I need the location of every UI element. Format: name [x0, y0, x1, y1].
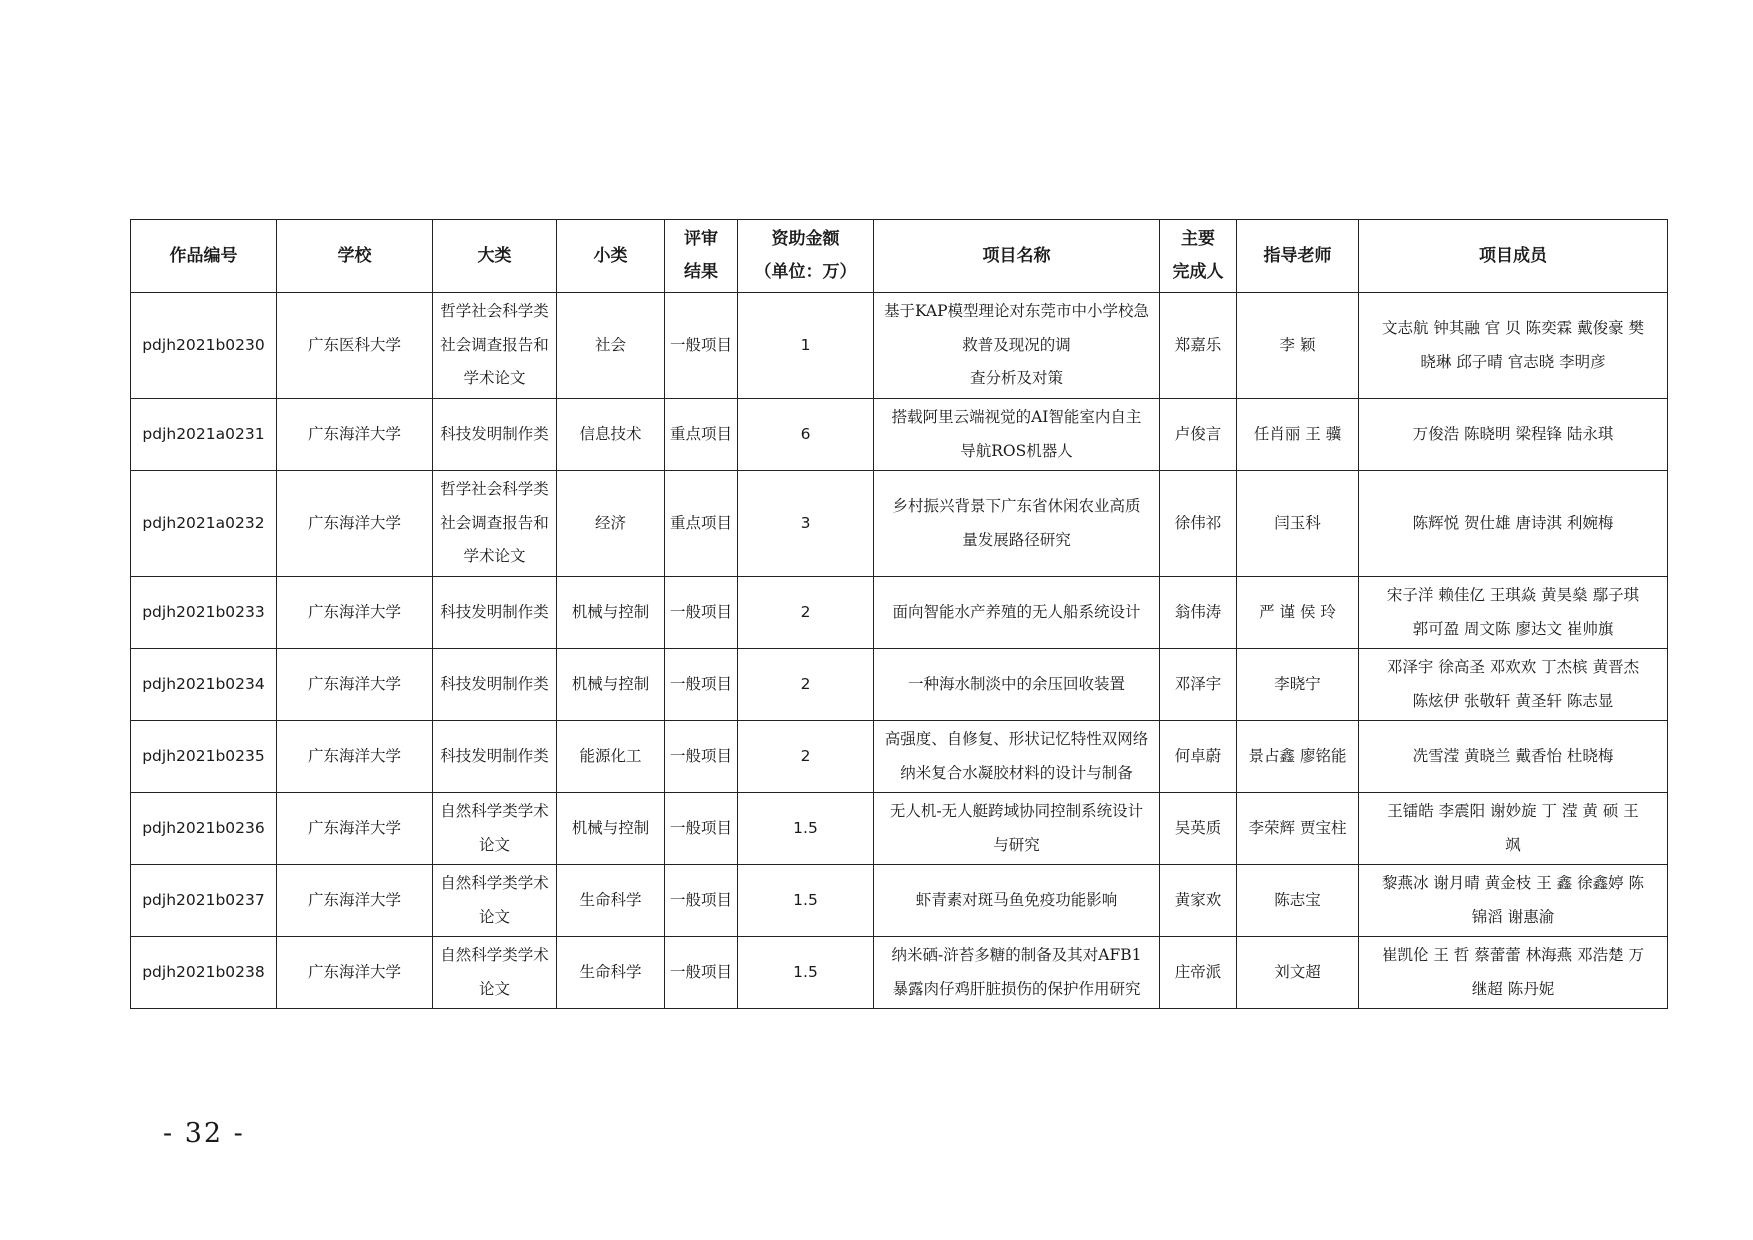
cell-members	[1359, 865, 1668, 937]
header-leader-line2: 完成人	[1172, 262, 1224, 282]
table-body	[131, 293, 1668, 1009]
cell-advisor: 闫玉科	[1237, 471, 1359, 577]
cell-project-line: 纳米硒-浒苔多糖的制备及其对AFB1	[891, 945, 1142, 964]
table-row	[131, 649, 1668, 721]
cell-project	[874, 937, 1160, 1009]
cell-members-line: 文志航 钟其融 官 贝 陈奕霖 戴俊豪 樊	[1381, 318, 1645, 337]
header-code: 作品编号	[131, 220, 277, 293]
cell-funding: 2	[738, 577, 874, 649]
cell-members	[1359, 721, 1668, 793]
cell-funding: 1	[738, 293, 874, 399]
cell-result: 一般项目	[665, 793, 738, 865]
header-funding-line2: （单位：万）	[754, 262, 857, 282]
cell-result: 重点项目	[665, 399, 738, 471]
cell-funding: 2	[738, 721, 874, 793]
cell-leader: 徐伟祁	[1160, 471, 1237, 577]
cell-school: 广东海洋大学	[277, 937, 433, 1009]
cell-category-line: 学术论文	[463, 547, 526, 566]
cell-category-line: 自然科学类学术	[440, 873, 549, 892]
cell-category	[433, 865, 557, 937]
cell-category	[433, 793, 557, 865]
cell-subcategory: 机械与控制	[557, 649, 665, 721]
cell-result: 一般项目	[665, 293, 738, 399]
cell-project	[874, 399, 1160, 471]
cell-project-line: 量发展路径研究	[962, 530, 1071, 549]
cell-project-line: 搭载阿里云端视觉的AI智能室内自主	[891, 407, 1142, 426]
cell-code: pdjh2021b0235	[131, 721, 277, 793]
cell-members	[1359, 649, 1668, 721]
cell-category-line: 科技发明制作类	[440, 674, 549, 693]
cell-leader: 卢俊言	[1160, 399, 1237, 471]
cell-project-line: 一种海水制淡中的余压回收装置	[907, 674, 1125, 693]
cell-school: 广东海洋大学	[277, 577, 433, 649]
cell-funding: 1.5	[738, 865, 874, 937]
header-row	[131, 220, 1668, 293]
cell-project	[874, 793, 1160, 865]
cell-members	[1359, 399, 1668, 471]
cell-funding: 2	[738, 649, 874, 721]
cell-code: pdjh2021a0231	[131, 399, 277, 471]
cell-members-line: 冼雪滢 黄晓兰 戴香怡 杜晓梅	[1412, 746, 1614, 765]
cell-members-line: 陈辉悦 贺仕雄 唐诗淇 利婉梅	[1412, 513, 1614, 532]
cell-project-line: 无人机-无人艇跨域协同控制系统设计	[889, 801, 1144, 820]
table-row	[131, 865, 1668, 937]
cell-project-line: 查分析及对策	[969, 369, 1063, 388]
cell-code: pdjh2021b0236	[131, 793, 277, 865]
cell-school: 广东海洋大学	[277, 471, 433, 577]
header-advisor: 指导老师	[1237, 220, 1359, 293]
cell-leader: 何卓蔚	[1160, 721, 1237, 793]
cell-project-line: 救普及现况的调	[962, 335, 1071, 354]
header-funding	[738, 220, 874, 293]
project-table	[130, 219, 1668, 1009]
cell-project-line: 导航ROS机器人	[960, 441, 1073, 460]
cell-code: pdjh2021b0234	[131, 649, 277, 721]
cell-members-line: 万俊浩 陈晓明 梁程锋 陆永琪	[1412, 424, 1614, 443]
cell-category-line: 哲学社会科学类	[440, 480, 549, 499]
cell-result: 一般项目	[665, 937, 738, 1009]
cell-subcategory: 社会	[557, 293, 665, 399]
table-row	[131, 937, 1668, 1009]
cell-school: 广东医科大学	[277, 293, 433, 399]
cell-category-line: 哲学社会科学类	[440, 302, 549, 321]
table-row	[131, 721, 1668, 793]
table-row	[131, 399, 1668, 471]
cell-advisor: 李荣辉 贾宝柱	[1237, 793, 1359, 865]
cell-members-line: 邓泽宇 徐高圣 邓欢欢 丁杰槟 黄晋杰	[1386, 657, 1640, 676]
cell-project	[874, 293, 1160, 399]
cell-members-line: 继超 陈丹妮	[1471, 979, 1555, 998]
cell-subcategory: 能源化工	[557, 721, 665, 793]
cell-project	[874, 649, 1160, 721]
cell-leader: 吴英质	[1160, 793, 1237, 865]
header-funding-line1: 资助金额	[771, 229, 840, 249]
cell-category-line: 科技发明制作类	[440, 746, 549, 765]
cell-code: pdjh2021b0233	[131, 577, 277, 649]
cell-members-line: 王镭皓 李震阳 谢妙旋 丁 滢 黄 硕 王	[1387, 801, 1639, 820]
cell-members	[1359, 577, 1668, 649]
table-row	[131, 293, 1668, 399]
header-project: 项目名称	[874, 220, 1160, 293]
header-result-line2: 结果	[684, 262, 718, 282]
cell-advisor: 严 谨 侯 玲	[1237, 577, 1359, 649]
cell-category-line: 论文	[478, 907, 510, 926]
header-leader	[1160, 220, 1237, 293]
cell-code: pdjh2021b0230	[131, 293, 277, 399]
cell-project	[874, 471, 1160, 577]
cell-funding: 1.5	[738, 793, 874, 865]
cell-category	[433, 937, 557, 1009]
cell-advisor: 陈志宝	[1237, 865, 1359, 937]
cell-result: 一般项目	[665, 721, 738, 793]
cell-members-line: 飒	[1505, 835, 1521, 854]
table-row	[131, 793, 1668, 865]
cell-category	[433, 721, 557, 793]
cell-members-line: 陈炫伊 张敬轩 黄圣轩 陈志显	[1412, 691, 1614, 710]
cell-project	[874, 577, 1160, 649]
cell-funding: 3	[738, 471, 874, 577]
cell-school: 广东海洋大学	[277, 865, 433, 937]
cell-school: 广东海洋大学	[277, 649, 433, 721]
cell-category-line: 论文	[478, 979, 510, 998]
cell-project-line: 虾青素对斑马鱼免疫功能影响	[915, 890, 1118, 909]
cell-members	[1359, 793, 1668, 865]
header-members: 项目成员	[1359, 220, 1668, 293]
cell-category-line: 社会调查报告和	[440, 513, 549, 532]
cell-subcategory: 经济	[557, 471, 665, 577]
cell-project-line: 与研究	[993, 835, 1040, 854]
cell-result: 重点项目	[665, 471, 738, 577]
cell-funding: 1.5	[738, 937, 874, 1009]
cell-project-line: 暴露肉仔鸡肝脏损伤的保护作用研究	[892, 979, 1141, 998]
cell-result: 一般项目	[665, 865, 738, 937]
cell-project-line: 乡村振兴背景下广东省休闲农业高质	[892, 496, 1141, 515]
header-result-line1: 评审	[684, 229, 718, 249]
cell-advisor: 李 颖	[1237, 293, 1359, 399]
cell-members	[1359, 471, 1668, 577]
cell-category-line: 科技发明制作类	[440, 424, 549, 443]
cell-subcategory: 信息技术	[557, 399, 665, 471]
cell-subcategory: 生命科学	[557, 865, 665, 937]
cell-leader: 黄家欢	[1160, 865, 1237, 937]
cell-category	[433, 649, 557, 721]
page-number: - 32 -	[163, 1118, 245, 1149]
cell-advisor: 刘文超	[1237, 937, 1359, 1009]
cell-members-line: 崔凯伦 王 哲 蔡蕾蕾 林海燕 邓浩楚 万	[1381, 945, 1645, 964]
cell-members-line: 宋子洋 赖佳亿 王琪焱 黄昊燊 鄢子琪	[1386, 585, 1640, 604]
header-leader-line1: 主要	[1181, 229, 1215, 249]
cell-school: 广东海洋大学	[277, 399, 433, 471]
header-school: 学校	[277, 220, 433, 293]
cell-project	[874, 721, 1160, 793]
cell-members-line: 郭可盈 周文陈 廖达文 崔帅旗	[1412, 619, 1614, 638]
cell-subcategory: 生命科学	[557, 937, 665, 1009]
cell-category-line: 论文	[478, 835, 510, 854]
cell-subcategory: 机械与控制	[557, 793, 665, 865]
cell-members	[1359, 937, 1668, 1009]
cell-category-line: 学术论文	[463, 369, 526, 388]
cell-category	[433, 293, 557, 399]
cell-category	[433, 399, 557, 471]
cell-leader: 邓泽宇	[1160, 649, 1237, 721]
cell-members	[1359, 293, 1668, 399]
cell-result: 一般项目	[665, 649, 738, 721]
cell-members-line: 黎燕冰 谢月晴 黄金枝 王 鑫 徐鑫婷 陈	[1381, 873, 1645, 892]
cell-result: 一般项目	[665, 577, 738, 649]
cell-leader: 翁伟涛	[1160, 577, 1237, 649]
header-subcategory: 小类	[557, 220, 665, 293]
header-category: 大类	[433, 220, 557, 293]
cell-funding: 6	[738, 399, 874, 471]
cell-code: pdjh2021b0238	[131, 937, 277, 1009]
cell-project-line: 高强度、自修复、形状记忆特性双网络	[884, 729, 1149, 748]
header-result	[665, 220, 738, 293]
cell-members-line: 晓琳 邱子晴 官志晓 李明彦	[1420, 352, 1606, 371]
cell-school: 广东海洋大学	[277, 721, 433, 793]
cell-advisor: 景占鑫 廖铭能	[1237, 721, 1359, 793]
cell-advisor: 任肖丽 王 骥	[1237, 399, 1359, 471]
cell-code: pdjh2021b0237	[131, 865, 277, 937]
cell-subcategory: 机械与控制	[557, 577, 665, 649]
table-row	[131, 471, 1668, 577]
cell-category	[433, 471, 557, 577]
cell-category-line: 社会调查报告和	[440, 335, 549, 354]
cell-category-line: 自然科学类学术	[440, 945, 549, 964]
cell-members-line: 锦滔 谢惠渝	[1471, 907, 1555, 926]
cell-project-line: 基于KAP模型理论对东莞市中小学校急	[883, 302, 1150, 321]
cell-leader: 郑嘉乐	[1160, 293, 1237, 399]
cell-leader: 庄帝派	[1160, 937, 1237, 1009]
cell-code: pdjh2021a0232	[131, 471, 277, 577]
cell-category-line: 科技发明制作类	[440, 602, 549, 621]
cell-project-line: 纳米复合水凝胶材料的设计与制备	[900, 763, 1133, 782]
table-row	[131, 577, 1668, 649]
cell-category-line: 自然科学类学术	[440, 801, 549, 820]
cell-category	[433, 577, 557, 649]
cell-project-line: 面向智能水产养殖的无人船系统设计	[892, 602, 1141, 621]
cell-advisor: 李晓宁	[1237, 649, 1359, 721]
cell-school: 广东海洋大学	[277, 793, 433, 865]
cell-project	[874, 865, 1160, 937]
